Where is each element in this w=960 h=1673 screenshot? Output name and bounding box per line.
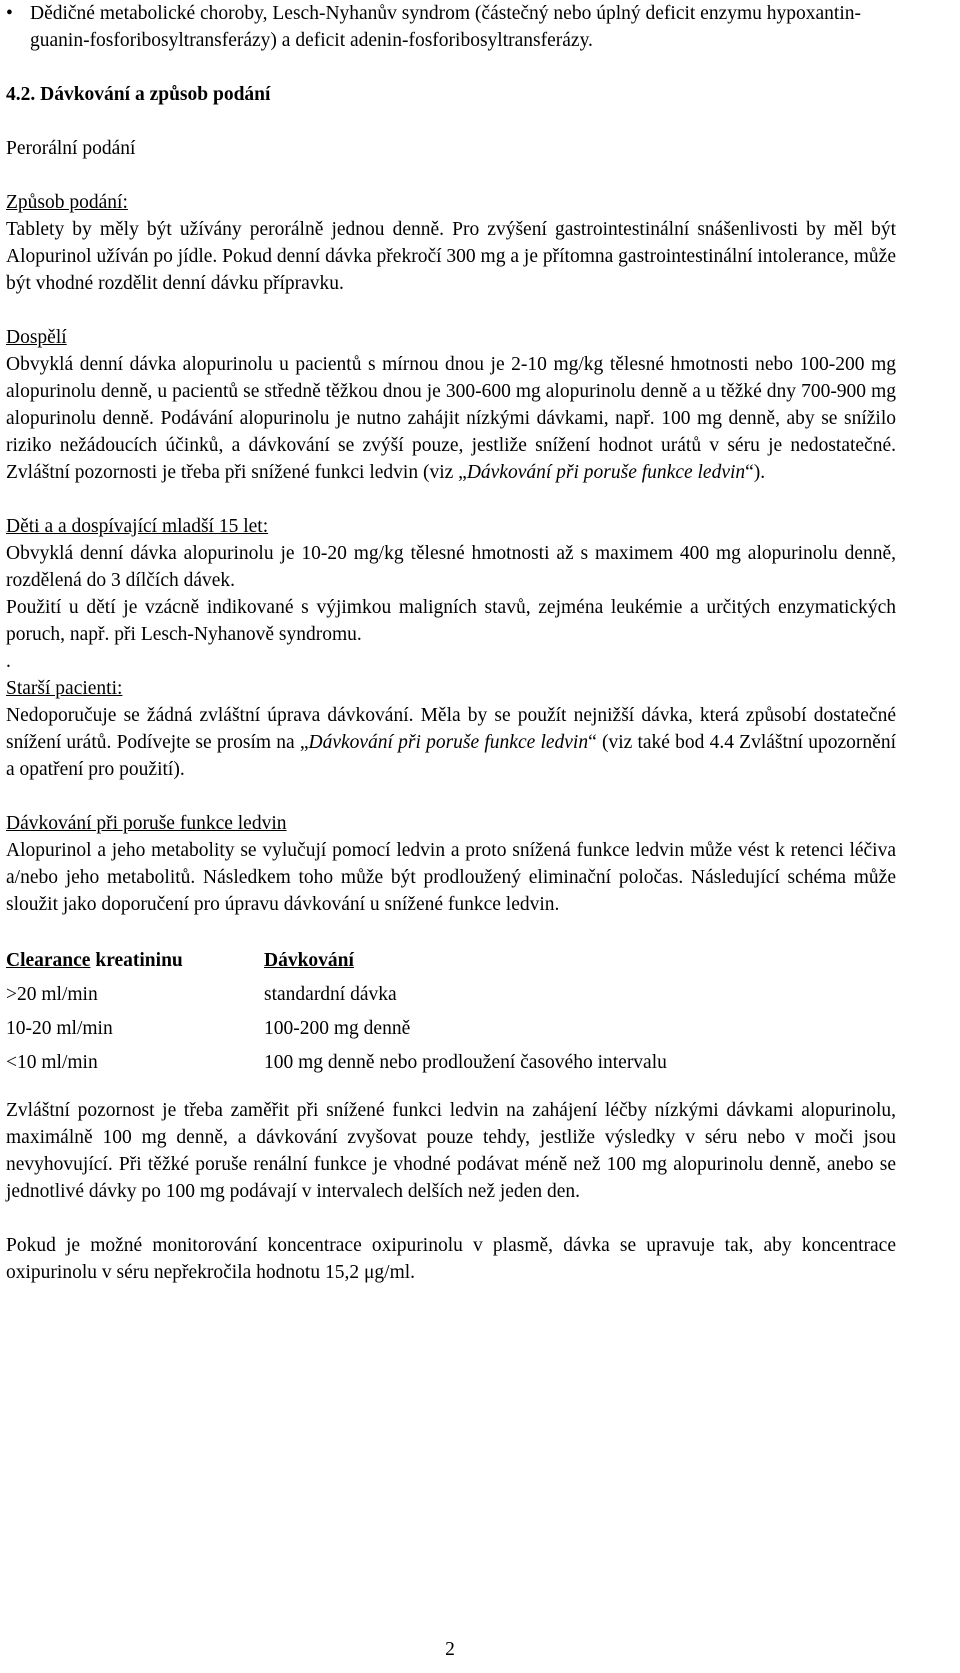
adults-heading: Dospělí xyxy=(6,327,67,348)
adults-paragraph xyxy=(6,351,896,486)
table-cell-clearance: 10-20 ml/min xyxy=(6,1018,113,1039)
oral-admin-label: Perorální podání xyxy=(6,138,136,159)
section-heading: 4.2. Dávkování a způsob podání xyxy=(6,84,271,105)
table-header-row xyxy=(6,947,667,981)
table-row xyxy=(6,981,667,1015)
renal-text: Alopurinol a jeho metabolity se vylučují pomocí ledvin a proto snížená funkce ledvin může vést k retenci léčiva a/nebo jeho metabolitů. Následkem toho může být prodloužený eliminační poločas. Následující schéma může sloužit jako doporučení pro úpravu dávkování u snížené funkce ledvin. xyxy=(6,840,896,915)
children-heading: Děti a a dospívající mladší 15 let: xyxy=(6,516,269,537)
table-header-dose: Dávkování xyxy=(264,950,354,971)
adults-text-end: “). xyxy=(745,462,766,483)
table-cell-dose: 100 mg denně nebo prodloužení časového intervalu xyxy=(264,1052,667,1073)
table-cell-dose: standardní dávka xyxy=(264,984,397,1005)
method-text: Tablety by měly být užívány perorálně jednou denně. Pro zvýšení gastrointestinální snášenlivosti by měl být Alopurinol užíván po jídle. Pokud denní dávka překročí 300 mg a je přítomna gastrointestinální intolerance, může být vhodné rozdělit denní dávku přípravku. xyxy=(6,219,896,294)
elderly-paragraph xyxy=(6,702,896,783)
adults-renal-reference: Dávkování při poruše funkce ledvin xyxy=(466,462,746,483)
elderly-heading: Starší pacienti: xyxy=(6,678,123,699)
header-clearance-word: Clearance xyxy=(6,950,91,971)
table-cell-clearance: >20 ml/min xyxy=(6,984,98,1005)
table-row xyxy=(6,1015,667,1049)
table-cell-dose: 100-200 mg denně xyxy=(264,1018,411,1039)
stray-dot: . xyxy=(6,651,11,672)
children-text-2: Použití u dětí je vzácně indikované s výjimkou maligních stavů, zejména leukémie a určitých enzymatických poruch, např. při Lesch-Nyhanově syndromu. xyxy=(6,597,896,645)
children-text-1: Obvyklá denní dávka alopurinolu je 10-20 mg/kg tělesné hmotnosti až s maximem 400 mg alopurinolu denně, rozdělená do 3 dílčích dávek. xyxy=(6,543,896,591)
table-row xyxy=(6,1049,667,1083)
bullet-text: Dědičné metabolické choroby, Lesch-Nyhanův syndrom (částečný nebo úplný deficit enzymu hypoxantin-guanin-fosforibosyltransferázy) a deficit adenin-fosforibosyltransferázy. xyxy=(30,3,862,51)
bullet-marker: • xyxy=(6,3,13,24)
elderly-renal-reference: Dávkování při poruše funkce ledvin xyxy=(308,732,589,753)
elderly-text-end: “ (viz také bod 4.4 Zvláštní upozornění a opatření pro použití). xyxy=(6,732,896,780)
table-header-clearance xyxy=(6,947,264,981)
caution-text: Zvláštní pozornost je třeba zaměřit při snížené funkci ledvin na zahájení léčby nízkými dávkami alopurinolu, maximálně 100 mg denně, a dávkování zvyšovat pouze tehdy, jestliže výsledky v séru nebo v moči jsou nevyhovující. Při těžké poruše renální funkce je vhodné podávat méně než 100 mg alopurinolu denně, anebo se jednotlivé dávky po 100 mg podávají v intervalech delších než jeden den. xyxy=(6,1100,896,1202)
bullet-item xyxy=(6,0,896,54)
elderly-text: Nedoporučuje se žádná zvláštní úprava dávkování. Měla by se použít nejnižší dávka, která způsobí dostatečné snížení urátů. Podívejte se prosím na „ xyxy=(6,705,896,753)
table-cell-clearance: <10 ml/min xyxy=(6,1052,98,1073)
renal-heading: Dávkování při poruše funkce ledvin xyxy=(6,813,287,834)
method-heading: Způsob podání: xyxy=(6,192,128,213)
monitoring-text: Pokud je možné monitorování koncentrace oxipurinolu v plasmě, dávka se upravuje tak, aby koncentrace oxipurinolu v séru nepřekročila hodnotu 15,2 μg/ml. xyxy=(6,1235,896,1283)
header-creatinine-word: kreatininu xyxy=(95,950,183,971)
page-number: 2 xyxy=(445,1639,455,1660)
document-page xyxy=(6,0,896,1286)
adults-text: Obvyklá denní dávka alopurinolu u pacientů s mírnou dnou je 2-10 mg/kg tělesné hmotnosti nebo 100-200 mg alopurinolu denně, u pacientů se středně těžkou dnou je 300-600 mg alopurinolu denně a u těžké dny 700-900 mg alopurinolu denně. Podávání alopurinolu je nutno zahájit nízkými dávkami, např. 100 mg denně, aby se snížilo riziko nežádoucích účinků, a dávkování se zvýší pouze, jestliže snížení hodnot urátů v séru je nedostatečné. Zvláštní pozornosti je třeba při snížené funkci ledvin (viz „ xyxy=(6,354,896,483)
renal-dose-table xyxy=(6,947,667,1083)
